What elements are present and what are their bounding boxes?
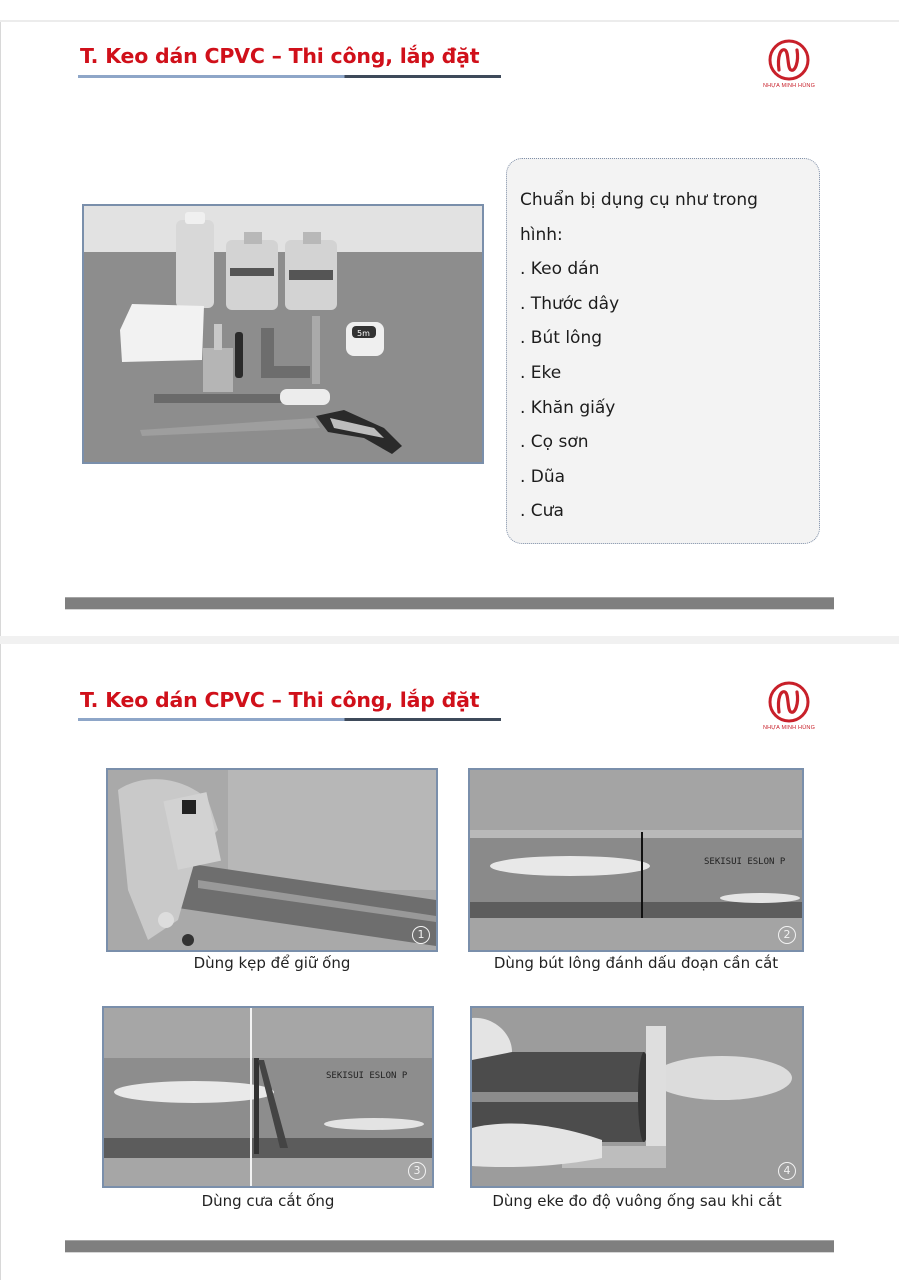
top-page-margin	[0, 0, 899, 22]
svg-text:5m: 5m	[357, 329, 370, 338]
tool-item: . Dũa	[520, 466, 566, 487]
tool-item: . Eke	[520, 362, 562, 383]
slide-title: T. Keo dán CPVC – Thi công, lắp đặt	[80, 44, 480, 68]
step-1-photo	[106, 768, 438, 952]
tools-intro-line-1: Chuẩn bị dụng cụ như trong	[520, 190, 758, 210]
tools-photo-image	[84, 206, 482, 462]
step-number-badge: 1	[412, 926, 430, 944]
minh-hung-logo-icon	[767, 38, 811, 82]
step-number-badge: 2	[778, 926, 796, 944]
step-2-caption: Dùng bút lông đánh dấu đoạn cần cắt	[493, 954, 779, 972]
tools-intro-line-2: hình:	[520, 224, 563, 245]
step-3-caption: Dùng cưa cắt ống	[201, 1192, 335, 1210]
slide-footer-bar	[65, 597, 834, 610]
tool-item: . Keo dán	[520, 259, 600, 280]
logo-text: NHỰA MINH HÙNG	[762, 725, 816, 731]
svg-text:SEKISUI ESLON P: SEKISUI ESLON P	[704, 857, 786, 867]
step-2-photo	[468, 768, 804, 952]
page-separator	[0, 636, 899, 644]
title-underline	[78, 75, 501, 78]
step-4-photo	[470, 1006, 804, 1188]
slide-title: T. Keo dán CPVC – Thi công, lắp đặt	[80, 688, 480, 712]
tools-photo	[82, 204, 484, 464]
slide-1	[0, 22, 899, 634]
tool-item: . Cưa	[520, 501, 564, 522]
step-1-caption: Dùng kẹp để giữ ống	[193, 954, 351, 972]
tool-item: . Thước dây	[520, 293, 620, 314]
svg-text:SEKISUI ESLON P: SEKISUI ESLON P	[326, 1071, 408, 1081]
slide-2	[0, 646, 899, 1280]
step-4-caption: Dùng eke đo độ vuông ống sau khi cắt	[492, 1192, 782, 1210]
title-underline	[78, 718, 501, 721]
step-number-badge: 4	[778, 1162, 796, 1180]
logo-text: NHỰA MINH HÙNG	[762, 83, 816, 89]
pipe-marking-image	[470, 770, 802, 950]
tool-item: . Bút lông	[520, 328, 603, 349]
tools-list-box	[506, 158, 820, 544]
logo	[754, 680, 824, 740]
tool-item: . Khăn giấy	[520, 397, 616, 418]
minh-hung-logo-icon	[767, 680, 811, 724]
tool-item: . Cọ sơn	[520, 432, 589, 453]
logo	[754, 38, 824, 98]
step-3-photo	[102, 1006, 434, 1188]
step-number-badge: 3	[408, 1162, 426, 1180]
square-check-image	[472, 1008, 802, 1186]
pipe-cutting-image	[104, 1008, 432, 1186]
slide-footer-bar	[65, 1240, 834, 1253]
pipe-clamp-image	[108, 770, 436, 950]
